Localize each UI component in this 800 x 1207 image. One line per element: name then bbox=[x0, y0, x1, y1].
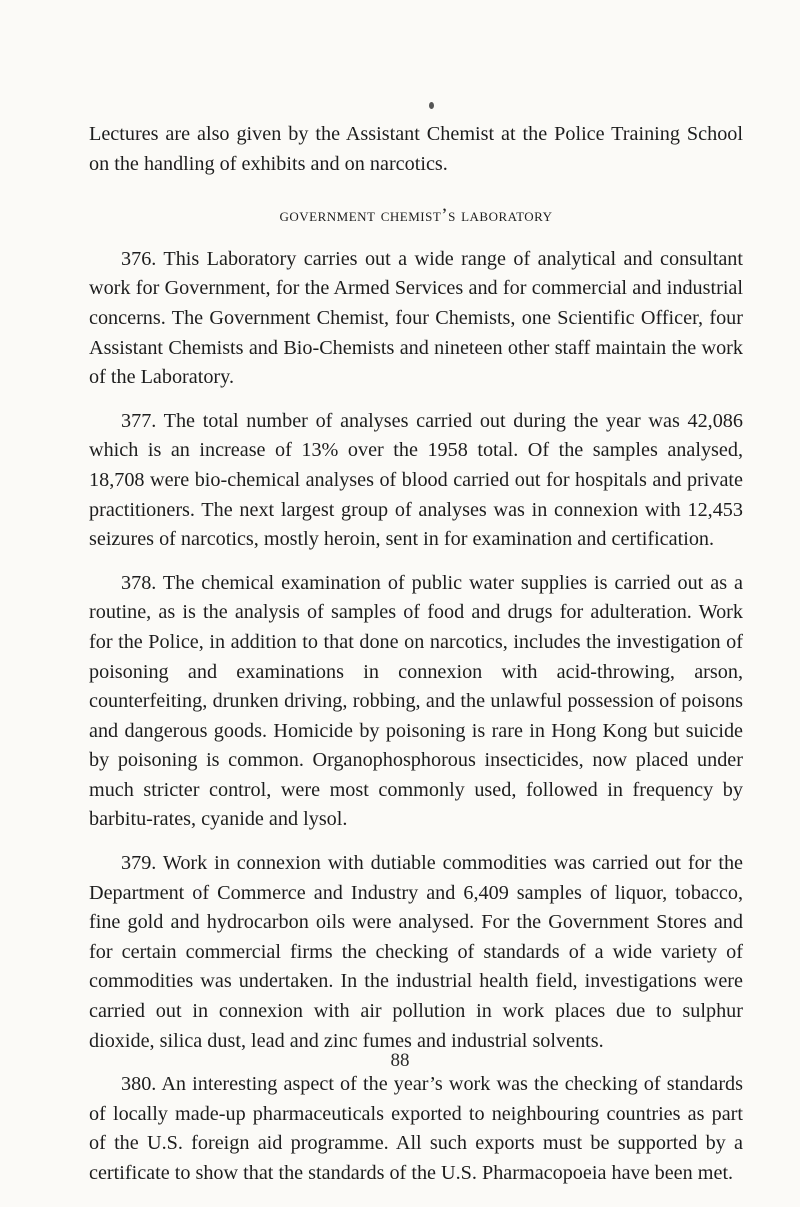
page-body bbox=[89, 120, 743, 1189]
paragraph-379: 379. Work in connexion with dutiable commodities was carried out for the Department of Commerce and Industry and 6,409 samples of liquor, tobacco, fine gold and hydrocarbon oils were analysed. For the Government Stores and for certain commercial firms the checking of standards of a wide variety of commodities was undertaken. In the industrial health field, investigations were carried out in connexion with air pollution in work places due to sulphur dioxide, silica dust, lead and zinc fumes and industrial solvents. bbox=[89, 852, 743, 1052]
ink-speck bbox=[429, 102, 434, 109]
intro-paragraph: Lectures are also given by the Assistant Chemist at the Police Training School on the handling of exhibits and on narcotics. bbox=[89, 123, 743, 175]
section-heading: government chemist’s laboratory bbox=[279, 205, 553, 227]
paragraph-377: 377. The total number of analyses carried out during the year was 42,086 which is an increase of 13% over the 1958 total. Of the samples analysed, 18,708 were bio-chemical analyses of blood carried out for hospitals and private practitioners. The next largest group of analyses was in connexion with 12,453 seizures of narcotics, mostly heroin, sent in for examination and certification. bbox=[89, 409, 743, 551]
paragraph-376: 376. This Laboratory carries out a wide range of analytical and consultant work for Government, for the Armed Services and for commercial and industrial concerns. The Government Chemist, four Chemists, one Scientific Officer, four Assistant Chemists and Bio-Chemists and nineteen other staff maintain the work of the Laboratory. bbox=[89, 247, 743, 389]
paragraph-378: 378. The chemical examination of public water supplies is carried out as a routine, as is the analysis of samples of food and drugs for adulteration. Work for the Police, in addition to that done on narcotics, includes the investigation of poisoning and examinations in connexion with acid-throwing, arson, counterfeiting, drunken driving, robbing, and the unlawful possession of poisons and dangerous goods. Homicide by poisoning is rare in Hong Kong but suicide by poisoning is common. Organophosphorous insecticides, now placed under much stricter control, were most commonly used, followed in frequency by barbitu-rates, cyanide and lysol. bbox=[89, 571, 743, 831]
page-number: 88 bbox=[390, 1050, 410, 1071]
paragraph-380: 380. An interesting aspect of the year’s work was the checking of standards of locally made-up pharmaceuticals exported to neighbouring countries as part of the U.S. foreign aid programme. All such exports must be supported by a certificate to show that the standards of the U.S. Pharmacopoeia have been met. bbox=[89, 1073, 743, 1184]
